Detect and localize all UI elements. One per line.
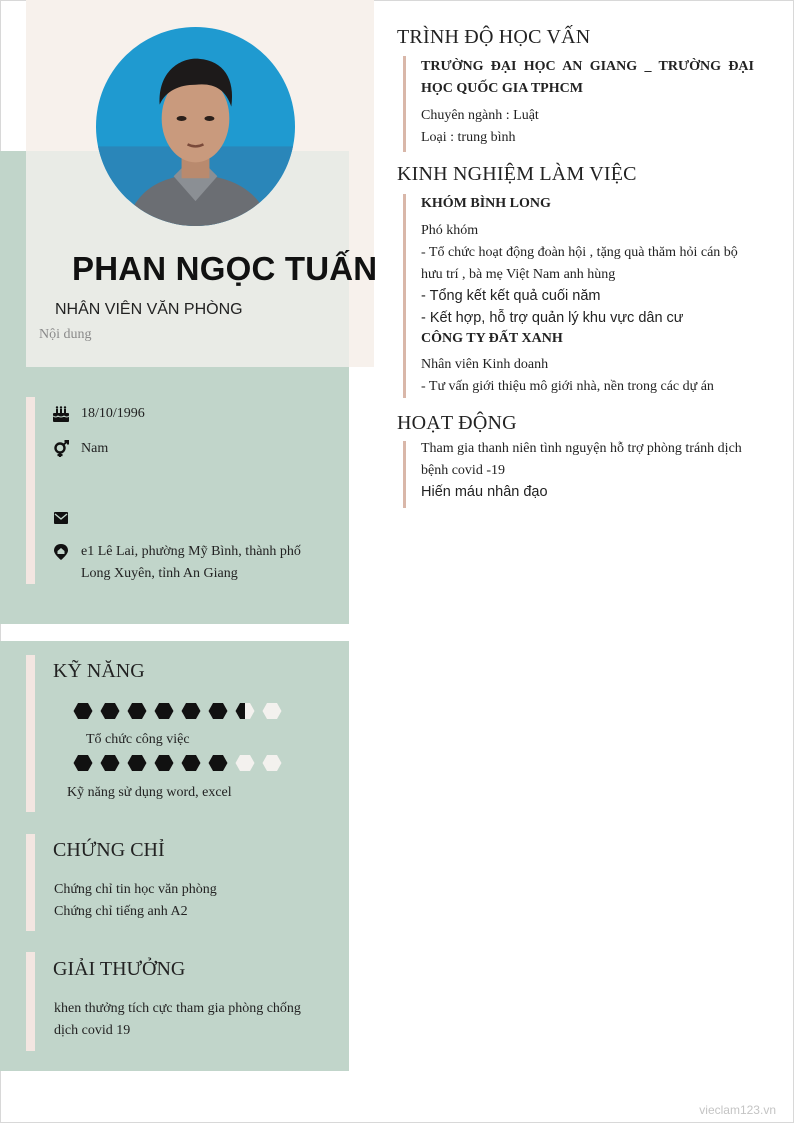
skill-level-hexagon (154, 702, 174, 720)
skill-level-hexagon (73, 754, 93, 772)
education-grade: Loại : trung bình (421, 130, 516, 145)
content-placeholder: Nội dung (39, 327, 92, 342)
skill-level-hexagon (154, 754, 174, 772)
skill-level-hexagon (181, 754, 201, 772)
skills-accent-bar (26, 655, 35, 812)
experience-title: KINH NGHIỆM LÀM VIỆC (397, 163, 637, 185)
experience-task: - Tổng kết kết quả cuối năm (421, 288, 601, 304)
email-row (52, 507, 81, 527)
job-title: NHÂN VIÊN VĂN PHÒNG (55, 301, 243, 318)
skill-level-hexagon (73, 702, 93, 720)
address-line-1: e1 Lê Lai, phường Mỹ Bình, thành phố (81, 544, 301, 559)
education-major: Chuyên ngành : Luật (421, 108, 539, 123)
certificates-accent-bar (26, 834, 35, 931)
certificate-item: Chứng chỉ tin học văn phòng (54, 882, 217, 897)
education-school: TRƯỜNG ĐẠI HỌC AN GIANG _ TRƯỜNG ĐẠI HỌC QUỐC GIA TPHCM (421, 59, 754, 96)
skill-level-hexagon (127, 702, 147, 720)
activities-title: HOẠT ĐỘNG (397, 412, 517, 434)
skill-level-hexagon (208, 702, 228, 720)
gender-row (52, 438, 108, 460)
skill-level-hexagon (100, 702, 120, 720)
activity-item: Hiến máu nhân đạo (421, 484, 548, 500)
contact-accent-bar (26, 397, 35, 584)
experience-task: - Tư vấn giới thiệu mô giới nhà, nền trong các dự án (421, 379, 714, 394)
email-icon (52, 509, 70, 527)
watermark: vieclam123.vn (699, 1103, 776, 1117)
skill-rating-1 (73, 702, 289, 720)
address-value (81, 541, 301, 585)
award-line-2: dịch covid 19 (54, 1023, 131, 1038)
experience-company-2: CÔNG TY ĐẤT XANH (421, 331, 563, 346)
location-icon (52, 543, 70, 561)
awards-accent-bar (26, 952, 35, 1051)
experience-task: - Kết hợp, hỗ trợ quản lý khu vực dân cư (421, 310, 684, 326)
experience-position-2: Nhân viên Kinh doanh (421, 357, 549, 372)
skill-level-hexagon (100, 754, 120, 772)
activities-divider (403, 441, 406, 508)
gender-icon (52, 440, 70, 458)
education-divider (403, 56, 406, 152)
certificates-title: CHỨNG CHỈ (53, 839, 165, 861)
skill-level-hexagon (262, 754, 282, 772)
education-title: TRÌNH ĐỘ HỌC VẤN (397, 26, 591, 48)
awards-title: GIẢI THƯỞNG (53, 958, 186, 980)
skill-level-hexagon (208, 754, 228, 772)
experience-company-1: KHÓM BÌNH LONG (421, 196, 551, 211)
skill-level-hexagon (127, 754, 147, 772)
birthday-cake-icon (52, 405, 70, 423)
skill-name-2: Kỹ năng sử dụng word, excel (67, 785, 232, 800)
skills-title: KỸ NĂNG (53, 660, 145, 682)
birthday-value: 18/10/1996 (81, 406, 145, 421)
certificate-item: Chứng chỉ tiếng anh A2 (54, 904, 188, 919)
activity-item: Tham gia thanh niên tình nguyện hỗ trợ phòng tránh dịch bệnh covid -19 (421, 441, 742, 478)
skill-level-hexagon (262, 702, 282, 720)
experience-position-1: Phó khóm (421, 223, 479, 238)
skill-level-hexagon (235, 754, 255, 772)
address-line-2: Long Xuyên, tỉnh An Giang (81, 566, 238, 581)
skill-level-hexagon (181, 702, 201, 720)
gender-value: Nam (81, 441, 109, 456)
award-line-1: khen thưởng tích cực tham gia phòng chống (54, 1001, 301, 1016)
skill-rating-2 (73, 754, 289, 772)
birthday-row (52, 403, 145, 425)
address-row (52, 541, 301, 585)
experience-divider (403, 194, 406, 398)
candidate-name: PHAN NGỌC TUẤN (72, 250, 378, 287)
skill-level-hexagon (235, 702, 255, 720)
skill-name-1: Tổ chức công việc (86, 732, 190, 747)
profile-photo (96, 27, 295, 226)
experience-task: - Tổ chức hoạt động đoàn hội , tặng quà thăm hỏi cán bộ hưu trí , bà mẹ Việt Nam anh hùng (421, 245, 738, 282)
